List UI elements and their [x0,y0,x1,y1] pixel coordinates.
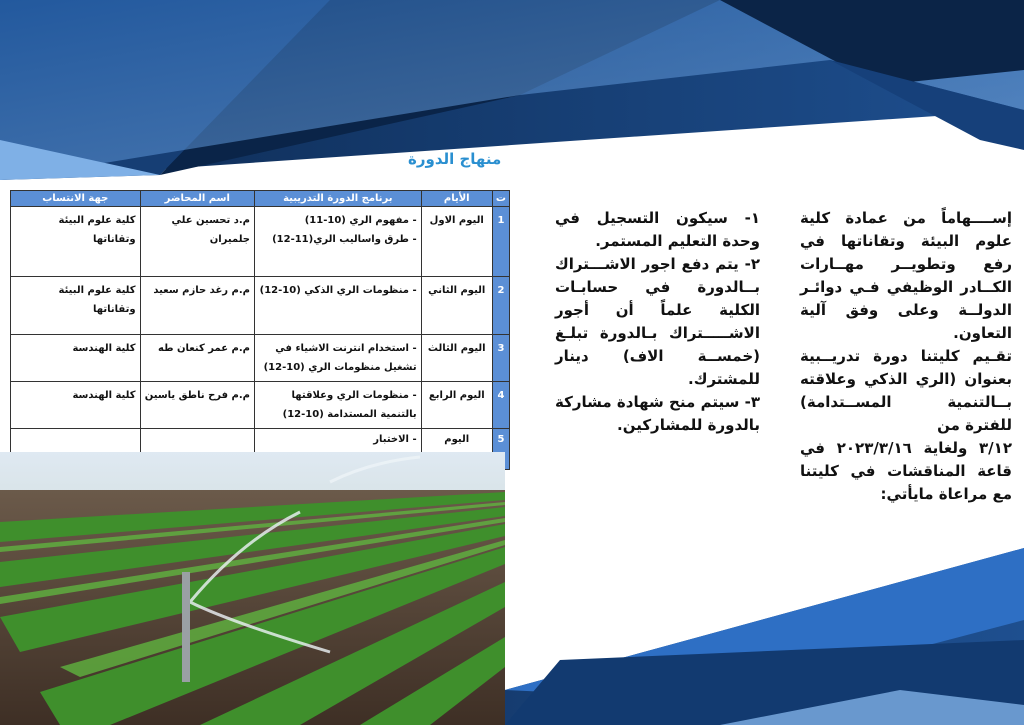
note-item: ١- سيكون التسجيل في وحدة التعليم المستمر. [555,209,760,250]
row-day: اليوم الثالث [421,335,492,382]
header-num: ت [492,191,509,207]
row-program [254,382,421,429]
notes-text-column [555,207,760,437]
row-lecturer: م.م فرح ناطق ياسين [140,382,254,429]
row-num: 5 [492,429,509,470]
row-affiliation: كلية الهندسة [11,335,141,382]
row-day: اليوم الثاني [421,277,492,335]
header-day: الأيام [421,191,492,207]
row-lecturer: م.م رغد حازم سعيد [140,277,254,335]
header-program: برنامج الدورة التدريبية [254,191,421,207]
row-program [254,335,421,382]
program-line: - استخدام انترنت الاشياء في [275,343,417,354]
row-day: اليوم الرابع [421,382,492,429]
row-num: 4 [492,382,509,429]
table-header-row [11,191,510,207]
row-day: اليوم الاول [421,207,492,277]
intro-paragraph: ٣/١٢ ولغاية ٢٠٢٣/٣/١٦ في قاعة المناقشات في كليتنا مع مراعاة مايأتي: [800,439,1012,503]
note-item: ٣- سيتم منح شهادة مشاركة بالدورة للمشاركين. [555,393,760,434]
program-line: - الاختبار [373,434,417,445]
row-lecturer: م.م عمر كنعان طه [140,335,254,382]
header-affiliation: جهة الانتساب [11,191,141,207]
row-num: 2 [492,277,509,335]
section-title: منهاج الدورة [408,150,502,168]
program-line: بالتنمية المستدامة (10-12) [282,409,417,420]
row-program [254,277,421,335]
program-line: - منظومات الري وعلاقتها [291,390,417,401]
row-lecturer: م.د تحسين علي جلميران [140,207,254,277]
course-table [10,190,510,470]
row-affiliation: كلية الهندسة [11,382,141,429]
table-row [11,277,510,335]
row-num: 3 [492,335,509,382]
row-day: اليوم [421,429,492,470]
table-row [11,335,510,382]
program-line: - مفهوم الري (10-11) [304,215,417,226]
row-affiliation: كلية علوم البيئة وتقاناتها [11,207,141,277]
program-line: - منظومات الري الذكي (10-12) [259,285,417,296]
header-lecturer: اسم المحاضر [140,191,254,207]
program-line: تشغيل منظومات الري (10-12) [263,362,417,373]
row-num: 1 [492,207,509,277]
table-row [11,207,510,277]
intro-paragraph: تقـيم كليتنا دورة تدريــبية بعنوان (الري الذكي وعلاقته بــالتنمية المســتدامة) للفترة من [800,347,1012,434]
intro-paragraph: إســــهاماً من عمادة كلية علوم البيئة وتقاناتها في رفع وتطويــر مهــارات الكــادر الوظيفي فـي دوائـر الدولــة وعلى وفق آلية التعاون. [800,209,1012,342]
intro-text-column [800,207,1012,506]
table-row [11,382,510,429]
note-item: ٢- يتم دفع اجور الاشـــتراك بــالدورة في حسابـات الكلية علماً أن أجور الاشـــــتراك بـالدورة تبلـغ (خمســة الاف) دينار للمشترك. [555,255,760,388]
irrigation-field-image [0,452,505,725]
row-program [254,207,421,277]
program-line: - طرق واساليب الري(11-12) [272,234,417,245]
row-affiliation: كلية علوم البيئة وتقاناتها [11,277,141,335]
